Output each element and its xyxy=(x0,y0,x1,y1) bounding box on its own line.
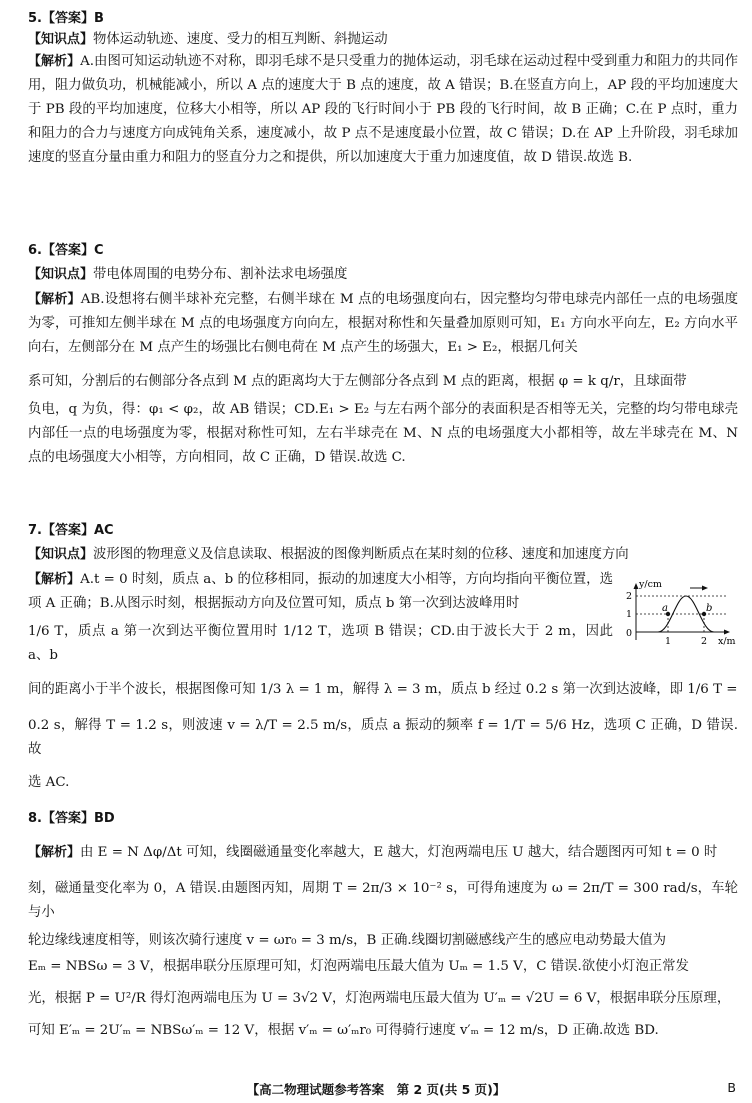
label-a: a xyxy=(662,603,668,614)
y-axis-arrow xyxy=(634,583,639,589)
question-6 xyxy=(28,240,738,470)
q8-analysis-part4: Eₘ = NBSω = 3 V，根据串联分压原理可知，灯泡两端电压最大值为 Uₘ = 1.5 V，C 错误.欲使小灯泡正常发 xyxy=(28,959,689,974)
x-tick-2: 2 xyxy=(701,636,708,647)
y-tick-1: 1 xyxy=(626,609,633,620)
q5-knowledge xyxy=(28,29,738,50)
origin-tick: 0 xyxy=(626,628,633,639)
question-8 xyxy=(28,808,738,1043)
q8-analysis-part5: 光，根据 P = U²/R 得灯泡两端电压为 U = 3√2 V，灯泡两端电压最大值为 U′ₘ = √2U = 6 V，根据串联分压原理， xyxy=(28,991,731,1006)
q8-analysis-part2: 刻，磁通量变化率为 0，A 错误.由题图丙知，周期 T = 2π/3 × 10⁻² s，可得角速度为 ω = 2π/T = 300 rad/s，车轮与小 xyxy=(28,881,738,920)
question-7 xyxy=(28,520,738,793)
q5-analysis-tag: 【解析】 xyxy=(28,54,81,69)
q6-analysis-part3: 负电，q 为负，得：φ₁ < φ₂，故 AB 错误；CD.E₁ > E₂ 与左右两个部分的表面积是否相等无关，完整的均匀带电球壳内部任一点的电场强度为零，根据对称性可知，左右半球壳在 M、N 点的电场强度大小都相等，故左半球壳在 M、N 点的电场强度大小相等，方向相同，故 C 正确，D 错误.故选 C. xyxy=(28,402,738,465)
q7-analysis-part4: 0.2 s，解得 T = 1.2 s，则波速 v = λ/T = 2.5 m/s，质点 a 振动的频率 f = 1/T = 5/6 Hz，选项 C 正确，D 错误.故 xyxy=(28,718,738,757)
q7-analysis-part1 xyxy=(28,568,613,616)
y-axis-label: y/cm xyxy=(639,579,662,590)
q7-analysis-tag: 【解析】 xyxy=(28,572,81,587)
q7-analysis-part2: 1/6 T，质点 a 第一次到达平衡位置用时 1/12 T，选项 B 错误；CD.由于波长大于 2 m，因此 a、b xyxy=(28,624,613,663)
q7-analysis-part5: 选 AC. xyxy=(28,775,70,790)
q5-knowledge-text: 物体运动轨迹、速度、受力的相互判断、斜抛运动 xyxy=(93,32,388,47)
q6-knowledge xyxy=(28,264,738,285)
q7-knowledge-tag: 【知识点】 xyxy=(28,547,94,562)
q6-analysis-part1 xyxy=(28,288,738,360)
q5-answer-heading: 5.【答案】B xyxy=(28,11,104,26)
label-b: b xyxy=(706,603,713,614)
q8-analysis-tag: 【解析】 xyxy=(28,845,81,860)
q7-wave-figure xyxy=(618,578,746,648)
q8-analysis-part1 xyxy=(28,841,738,865)
x-axis-arrow xyxy=(724,630,730,635)
q5-analysis xyxy=(28,50,738,170)
q8-analysis-text1: 由 E = N Δφ/Δt 可知，线圈磁通量变化率越大，E 越大，灯泡两端电压 U 越大，结合题图丙可知 t = 0 时 xyxy=(80,845,718,860)
q6-knowledge-text: 带电体周围的电势分布、割补法求电场强度 xyxy=(93,267,348,282)
q6-analysis-text1: AB.设想将右侧半球补充完整，右侧半球在 M 点的电场强度向右，因完整均匀带电球壳内部任一点的电场强度为零，可推知左侧半球在 M 点的电场强度方向向左，根据对称性和矢量叠加原则可知，E₁ 方向水平向左，E₂ 方向水平向右，左侧部分在 M 点产生的场强比右侧电荷在 M 点产生的场强大，E₁ > E₂，根据几何关 xyxy=(28,292,738,355)
q8-analysis-part6: 可知 E′ₘ = 2U′ₘ = NBSω′ₘ = 12 V，根据 v′ₘ = ω′ₘr₀ 可得骑行速度 v′ₘ = 12 m/s，D 正确.故选 BD. xyxy=(28,1023,659,1038)
q5-analysis-text: A.由图可知运动轨迹不对称，即羽毛球不是只受重力的抛体运动，羽毛球在运动过程中受到重力和阻力的共同作用，阻力做负功，机械能减小，所以 A 点的速度大于 B 点的速度，故 A 错误；B.在竖直方向上，AP 段的平均加速度大于 PB 段的平均加速度，位移大小相等，所以 AP 段的飞行时间小于 PB 段的飞行时间，故 B 正确；C.在 P 点时，重力和阻力的合力与速度方向成钝角关系，速度减小，故 P 点不是速度最小位置，故 C 错误；D.在 AP 上升阶段，羽毛球加速度的竖直分量由重力和阻力的竖直分力之和提供，所以加速度大于重力加速度值，故 D 错误.故选 B. xyxy=(28,54,738,165)
question-5 xyxy=(28,8,738,170)
q8-analysis-part3: 轮边缘线速度相等，则该次骑行速度 v = ωr₀ = 3 m/s，B 正确.线圈切割磁感线产生的感应电动势最大值为 xyxy=(28,933,667,948)
q6-answer-heading: 6.【答案】C xyxy=(28,243,104,258)
q7-analysis-text1: A.t = 0 时刻，质点 a、b 的位移相同，振动的加速度大小相等，方向均指向平衡位置，选项 A 正确；B.从图示时刻，根据振动方向及位置可知，质点 b 第一次到达波峰用时 xyxy=(28,572,613,611)
y-tick-2: 2 xyxy=(626,591,633,602)
x-tick-1: 1 xyxy=(665,636,672,647)
q5-knowledge-tag: 【知识点】 xyxy=(28,32,94,47)
q6-analysis-tag: 【解析】 xyxy=(28,292,81,307)
q8-answer-heading: 8.【答案】BD xyxy=(28,811,115,826)
q7-knowledge xyxy=(28,544,738,565)
paper-version-mark: B xyxy=(727,1080,736,1095)
q7-answer-heading: 7.【答案】AC xyxy=(28,523,114,538)
q7-knowledge-text: 波形图的物理意义及信息读取、根据波的图像判断质点在某时刻的位移、速度和加速度方向 xyxy=(93,547,629,562)
q7-analysis-part3: 间的距离小于半个波长，根据图像可知 1/3 λ = 1 m，解得 λ = 3 m，质点 b 经过 0.2 s 第一次到达波峰，即 1/6 T = xyxy=(28,682,738,697)
propagation-arrow-head xyxy=(702,586,708,591)
q6-analysis-part2: 系可知，分割后的右侧部分各点到 M 点的距离均大于左侧部分各点到 M 点的距离，根据 φ = k q/r，且球面带 xyxy=(28,374,687,389)
page-footer: 【高二物理试题参考答案 第 2 页(共 5 页)】 xyxy=(246,1082,506,1097)
x-axis-label: x/m xyxy=(718,636,736,647)
q6-knowledge-tag: 【知识点】 xyxy=(28,267,94,282)
